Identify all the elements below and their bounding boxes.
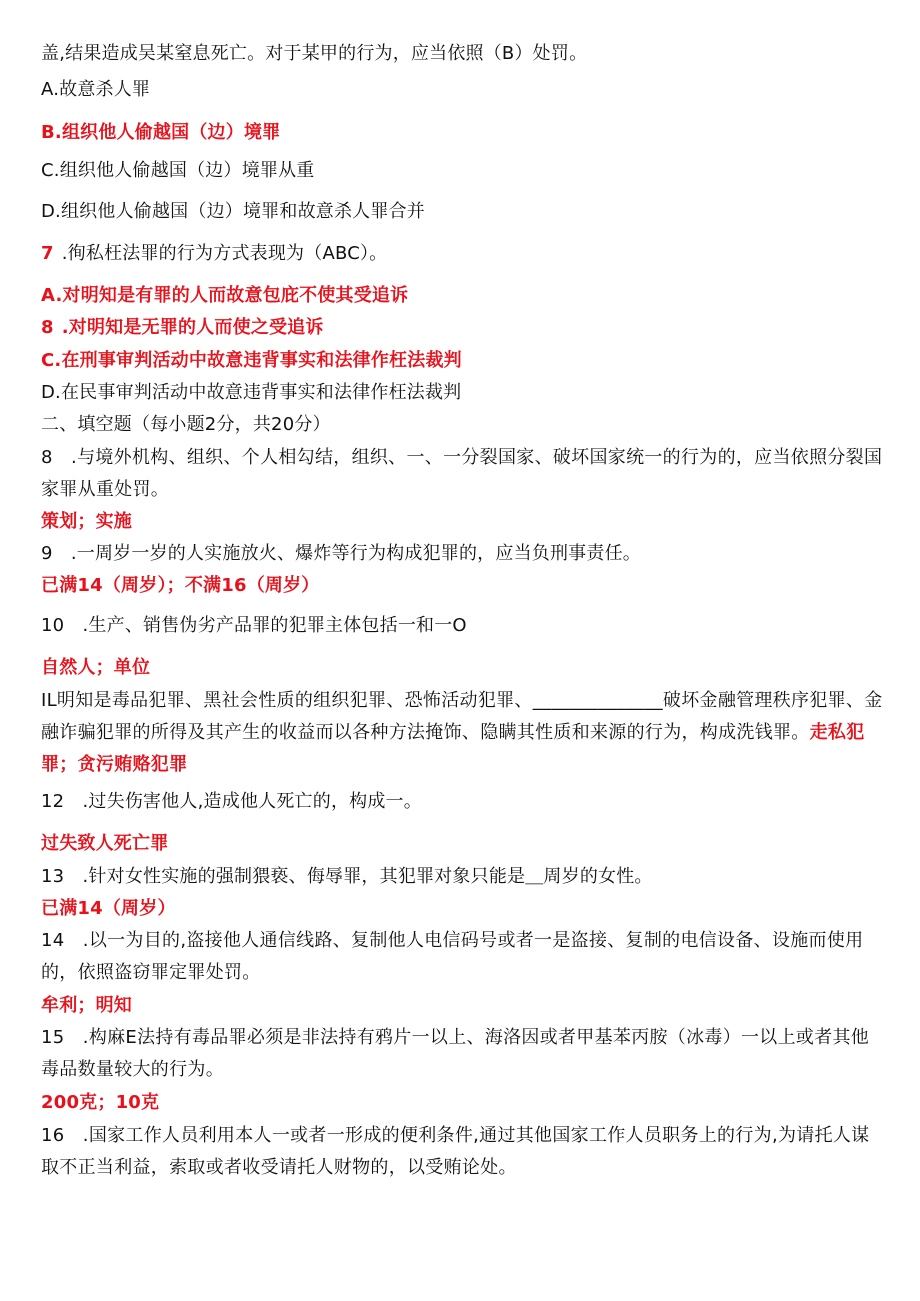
fill-question-9-answer: 已满14（周岁）；不满16（周岁） bbox=[41, 575, 320, 596]
fill-question-8: 8 .与境外机构、组织、个人相勾结，组织、一、一分裂国家、破坏国家统一的行为的，应当依照分裂国家罪从重处罚。 bbox=[41, 447, 883, 500]
fill-question-12-answer: 过失致人死亡罪 bbox=[41, 833, 169, 854]
question-6-stem-continuation: 盖,结果造成吴某窒息死亡。对于某甲的行为，应当依照（B）处罚。 bbox=[41, 43, 588, 64]
fill-question-13-answer: 已满14（周岁） bbox=[41, 898, 176, 919]
fill-question-11-answer: 走私犯罪；贪污贿赂犯罪 bbox=[41, 722, 865, 775]
question-7-option-b-number: 8 bbox=[41, 317, 54, 338]
question-7-number: 7 bbox=[41, 243, 54, 264]
question-7-option-d: D.在民事审判活动中故意违背事实和法律作枉法裁判 bbox=[41, 382, 462, 403]
fill-question-14: 14 .以一为目的,盗接他人通信线路、复制他人电信码号或者一是盗接、复制的电信设备、设施而使用的，依照盗窃罪定罪处罚。 bbox=[41, 930, 864, 983]
question-7-option-c-answer: C.在刑事审判活动中故意违背事实和法律作枉法裁判 bbox=[41, 350, 462, 371]
fill-question-15-answer: 200克；10克 bbox=[41, 1092, 160, 1113]
question-7-stem bbox=[41, 238, 883, 270]
fill-question-14-answer: 牟利；明知 bbox=[41, 995, 132, 1016]
question-7-option-b-answer bbox=[41, 312, 883, 344]
fill-question-11 bbox=[41, 685, 883, 781]
fill-question-11-text: IL明知是毒品犯罪、黑社会性质的组织犯罪、恐怖活动犯罪、______________破坏金融管理秩序犯罪、金融诈骗犯罪的所得及其产生的收益而以各种方法掩饰、隐瞒其性质和来源的行为，构成洗钱罪。 bbox=[41, 690, 883, 743]
fill-question-16: 16 .国家工作人员利用本人一或者一形成的便利条件,通过其他国家工作人员职务上的行为,为请托人谋取不正当利益，索取或者收受请托人财物的，以受贿论处。 bbox=[41, 1125, 870, 1178]
question-7-text: .徇私枉法罪的行为方式表现为（ABC）。 bbox=[61, 243, 388, 264]
question-6-option-a: A.故意杀人罪 bbox=[41, 79, 151, 100]
fill-question-8-answer: 策划；实施 bbox=[41, 511, 132, 532]
question-6-option-b-answer: B.组织他人偷越国（边）境罪 bbox=[41, 122, 281, 143]
question-7-option-b-text: .对明知是无罪的人而使之受追诉 bbox=[61, 317, 324, 338]
section-heading-fill-in: 二、填空题（每小题2分，共20分） bbox=[41, 414, 331, 435]
question-7-option-a-answer: A.对明知是有罪的人而故意包庇不使其受追诉 bbox=[41, 285, 409, 306]
fill-question-13: 13 .针对女性实施的强制猥亵、侮辱罪，其犯罪对象只能是＿周岁的女性。 bbox=[41, 866, 653, 887]
question-6-option-c: C.组织他人偷越国（边）境罪从重 bbox=[41, 160, 315, 181]
fill-question-9: 9 .一周岁一岁的人实施放火、爆炸等行为构成犯罪的，应当负刑事责任。 bbox=[41, 543, 641, 564]
question-6-option-d: D.组织他人偷越国（边）境罪和故意杀人罪合并 bbox=[41, 201, 425, 222]
fill-question-10: 10 .生产、销售伪劣产品罪的犯罪主体包括一和一O bbox=[41, 615, 467, 636]
fill-question-10-answer: 自然人；单位 bbox=[41, 657, 151, 678]
fill-question-12: 12 .过失伤害他人,造成他人死亡的，构成一。 bbox=[41, 791, 422, 812]
fill-question-15: 15 .构麻E法持有毒品罪必须是非法持有鸦片一以上、海洛因或者甲基苯丙胺（冰毒）一以上或者其他毒品数量较大的行为。 bbox=[41, 1027, 870, 1080]
